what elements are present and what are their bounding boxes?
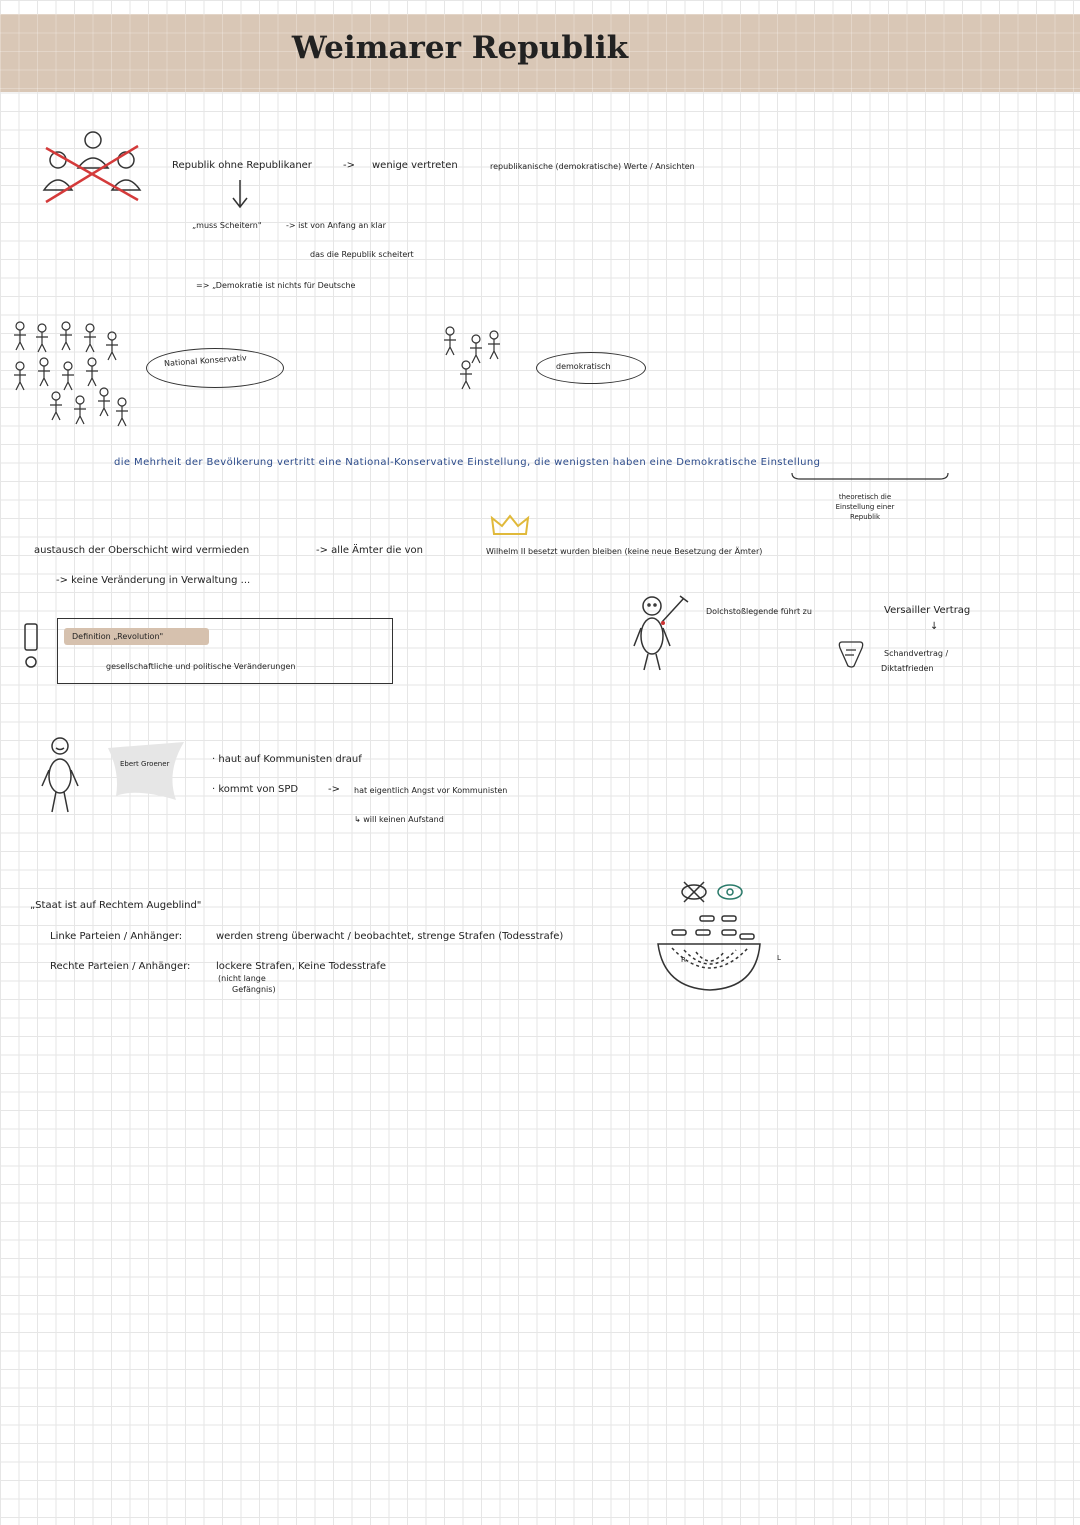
crowd-icon [12,320,132,438]
pen-icon [22,622,42,670]
linke-parteien-text: werden streng überwacht / beobachtet, strenge Strafen (Todesstrafe) [216,931,564,942]
rechte-parteien-text: lockere Strafen, Keine Todesstrafe [216,961,387,972]
demokratie-nichts-fuer-deutsche: => „Demokratie ist nichts für Deutsche [196,281,356,290]
republik-ohne-republikaner: Republik ohne Republikaner [172,160,312,171]
blind-face-icon [656,878,766,993]
republik-scheitert: das die Republik scheitert [310,250,414,259]
linke-parteien: Linke Parteien / Anhänger: [50,931,183,942]
mehrheit-bevoelkerung: die Mehrheit der Bevölkerung vertritt eine National-Konservative Einstellung, die wenigsten haben eine Demokratische Einstellung [114,457,821,468]
definition-label: Definition „Revolution" [72,632,164,641]
rechte-parteien-text2: (nicht lange [218,974,266,983]
muss-scheitern: „muss Scheitern" [192,221,262,230]
republikanische-werte: republikanische (demokratische) Werte / Ansichten [490,162,695,171]
ebert-figure-icon [40,736,80,818]
ist-von-anfang-an-klar: -> ist von Anfang an klar [286,221,386,230]
kommt-von-spd: · kommt von SPD [212,784,299,795]
rechte-parteien: Rechte Parteien / Anhänger: [50,961,191,972]
underline-bracket [790,471,950,485]
haut-auf-kommunisten: · haut auf Kommunisten drauf [212,754,362,765]
diktatfrieden: Diktatfrieden [881,664,934,673]
page-title: Weimarer Republik [291,30,629,66]
face-label-r: R [681,956,686,964]
face-label-l: L [777,954,781,962]
alle-aemter: -> alle Ämter die von [316,545,423,556]
definition-text: gesellschaftliche und politische Veränderungen [106,662,296,671]
staat-auf-rechtem-auge-blind: „Staat ist auf Rechtem Augeblind" [30,900,202,911]
arrow-1: -> [343,160,355,171]
austausch-oberschicht: austausch der Oberschicht wird vermieden [34,545,250,556]
theoretisch-einstellung: theoretisch die Einstellung einer Republik [835,493,895,521]
dolchstosslegende: Dolchstoßlegende führt zu [706,607,812,616]
demokratisch-label: demokratisch [556,362,611,371]
wenige-vertreten: wenige vertreten [372,160,458,171]
down-arrow-icon [230,178,250,210]
wilhelm-besetzt: Wilhelm II besetzt wurden bleiben (keine neue Besetzung der Ämter) [486,547,763,556]
ebert-speech-bubble [106,742,188,802]
schandvertrag: Schandvertrag / [884,649,949,658]
versailler-vertrag: Versailler Vertrag [884,605,971,616]
stabbed-figure-icon [636,592,696,680]
crossed-figures-icon [38,128,148,208]
small-crowd-icon [440,325,510,400]
keine-veraenderung-verwaltung: -> keine Veränderung in Verwaltung ... [56,575,251,586]
angst-kommunisten: hat eigentlich Angst vor Kommunisten [354,786,508,795]
rechte-parteien-text3: Gefängnis) [232,985,276,994]
bubble-national-konservativ [146,348,284,388]
ebert-groener: Ebert Groener [120,760,170,768]
national-konservativ-label: National Konservativ [163,353,248,369]
versailler-arrow: ↓ [930,621,939,632]
crown-icon [490,514,530,536]
scroll-icon [836,638,866,670]
arrow-spd: -> [328,784,340,795]
kein-aufstand: ↳ will keinen Aufstand [354,815,444,824]
